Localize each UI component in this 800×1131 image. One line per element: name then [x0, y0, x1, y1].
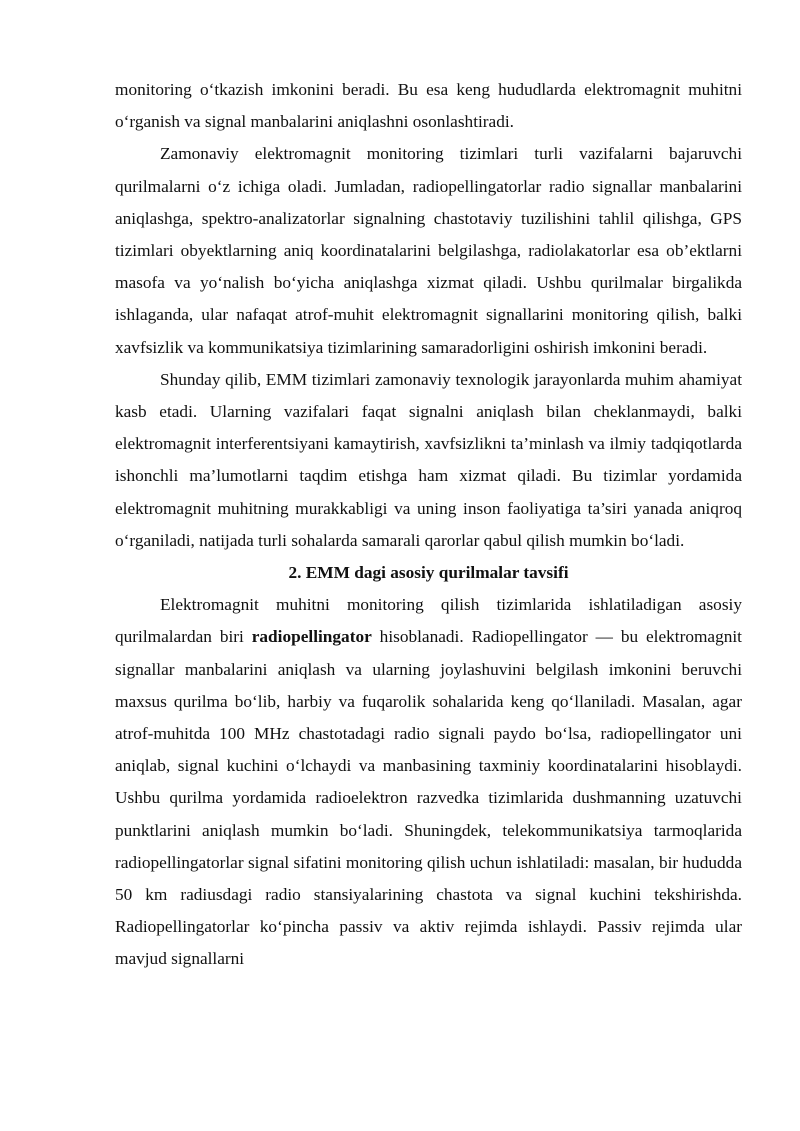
- paragraph-text-rest: hisoblanadi. Radiopellingator — bu elektromagnit signallar manbalarini aniqlash va ularning joylashuvini belgilash imkonini beruvchi maxsus qurilma bo‘lib, harbiy va fuqarolik sohalarida keng qo‘llaniladi. Masalan, agar atrof-muhitda 100 MHz chastotadagi radio signali paydo bo‘lsa, radiopellingator uni aniqlab, signal kuchini o‘lchaydi va manbasining taxminiy koordinatalarini hisoblaydi. Ushbu qurilma yordamida radioelektron razvedka tizimlarida dushmanning uzatuvchi punktlarini aniqlash mumkin bo‘ladi. Shuningdek, telekommunikatsiya tarmoqlarida radiopellingatorlar signal sifatini monitoring qilish uchun ishlatiladi: masalan, bir hududda 50 km radiusdagi radio stansiyalarining chastota va signal kuchini tekshirishda. Radiopellingatorlar ko‘pincha passiv va aktiv rejimda ishlaydi. Passiv rejimda ular mavjud signallarni: [115, 627, 742, 969]
- bold-term: radiopellingator: [251, 627, 372, 647]
- paragraph-continuation: monitoring o‘tkazish imkonini beradi. Bu esa keng hududlarda elektromagnit muhitni o‘rganish va signal manbalarini aniqlashni osonlashtiradi.: [115, 80, 742, 132]
- paragraph-text-start: Elektromagnit muhitni monitoring qilish tizimlarida ishlatiladigan asosiy qurilmalardan biri: [115, 595, 742, 647]
- section-heading: 2. EMM dagi asosiy qurilmalar tavsifi: [288, 563, 569, 583]
- paragraph-conclusion: Shunday qilib, EMM tizimlari zamonaviy texnologik jarayonlarda muhim ahamiyat kasb etadi. Ularning vazifalari faqat signalni aniqlash bilan cheklanmaydi, balki elektromagnit interferentsiyani kamaytirish, xavfsizlikni ta’minlash va ilmiy tadqiqotlarda ishonchli ma’lumotlarni taqdim etishga ham xizmat qiladi. Bu tizimlar yordamida elektromagnit muhitning murakkabligi va uning inson faoliyatiga ta’siri yanada aniqroq o‘rganiladi, natijada turli sohalarda samarali qarorlar qabul qilish mumkin bo‘ladi.: [115, 369, 742, 550]
- paragraph-monitoring-systems: Zamonaviy elektromagnit monitoring tizimlari turli vazifalarni bajaruvchi qurilmalarni o‘z ichiga oladi. Jumladan, radiopellingatorlar radio signallar manbalarini aniqlashga, spektro-analizatorlar signalning chastotaviy tuzilishini tahlil qilishga, GPS tizimlari obyektlarning aniq koordinatalarini belgilashga, radiolakatorlar esa ob’ektlarni masofa va yo‘nalish bo‘yicha aniqlashga xizmat qiladi. Ushbu qurilmalar birgalikda ishlaganda, ular nafaqat atrof-muhit elektromagnit signallarini monitoring qilish, balki xavfsizlik va kommunikatsiya tizimlarining samaradorligini oshirish imkonini beradi.: [115, 144, 742, 357]
- document-body: [115, 74, 742, 976]
- paragraph-radiopellingator: [115, 589, 742, 975]
